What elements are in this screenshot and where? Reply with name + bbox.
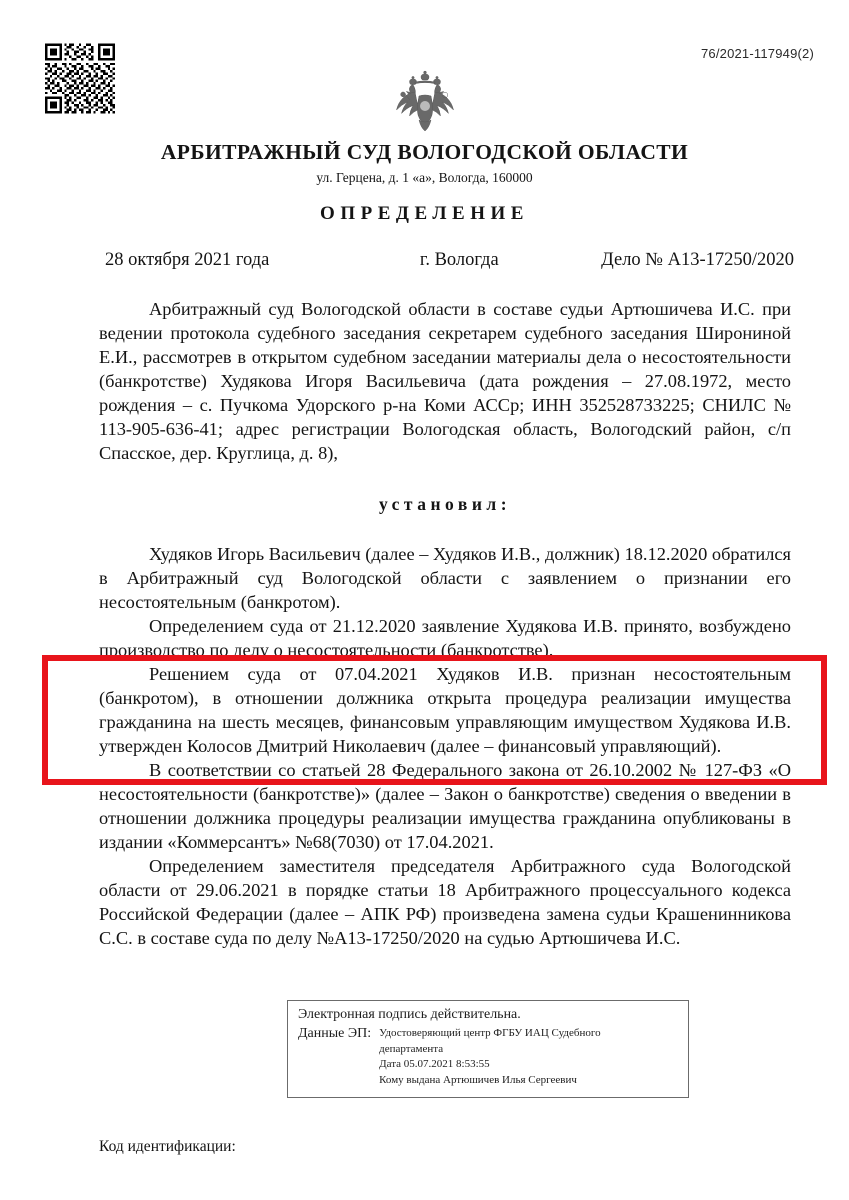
paragraph-application-filed: Худяков Игорь Васильевич (далее – Худяков И.В., должник) 18.12.2020 обратился в Арбитражный суд Вологодской области с заявлением о признании его несостоятельным (банкротом). [99, 543, 791, 612]
paragraph-judge-replacement: Определением заместителя председателя Арбитражного суда Вологодской области от 29.06.2021 в порядке статьи 18 Арбитражного процессуального кодекса Российской Федерации (далее – АПК РФ) произведена замена судьи Крашенинникова С.С. в составе суда по делу №А13-17250/2020 на судью Артюшичева И.С. [99, 856, 791, 949]
document-date: 28 октября 2021 года [105, 250, 270, 270]
identification-code-label: Код идентификации: [99, 1138, 236, 1155]
paragraph-publication: В соответствии со статьей 28 Федерального закона от 26.10.2002 № 127-ФЗ «О несостоятельности (банкротстве)» (далее – Закон о банкротстве) сведения о введении в отношении должника процедуры реализации имущества гражданина опубликованы в издании «Коммерсантъ» №68(7030) от 17.04.2021. [99, 760, 791, 853]
signature-authority-line-2: департамента [379, 1042, 444, 1055]
paragraph-bankruptcy-decision: Решением суда от 07.04.2021 Худяков И.В. признан несостоятельным (банкротом), в отношении должника открыта процедура реализации имущества гражданина на шесть месяцев, финансовым управляющим имуществом Худякова И.В. утвержден Колосов Дмитрий Николаевич (далее – финансовый управляющий). [99, 664, 791, 757]
court-name: АРБИТРАЖНЫЙ СУД ВОЛОГОДСКОЙ ОБЛАСТИ [160, 140, 689, 164]
signature-owner: Кому выдана Артюшичев Илья Сергеевич [379, 1073, 577, 1086]
case-number: Дело № А13-17250/2020 [601, 250, 794, 270]
document-city: г. Вологда [419, 250, 499, 270]
signature-data-label: Данные ЭП: [298, 1026, 372, 1041]
paragraph-case-opened: Определением суда от 21.12.2020 заявление Худякова И.В. принято, возбуждено производство по делу о несостоятельности (банкротстве). [99, 615, 791, 660]
document-body [99, 297, 791, 950]
document-code: 76/2021-117949(2) [700, 46, 814, 61]
document-type-heading: ОПРЕДЕЛЕНИЕ [320, 203, 529, 224]
electronic-signature-stamp [287, 1000, 689, 1098]
paragraph-intro: Арбитражный суд Вологодской области в составе судьи Артюшичева И.С. при ведении протокола судебного заседания секретарем судебного заседания Широниной Е.И., рассмотрев в открытом судебном заседании материалы дела о несостоятельности (банкротстве) Худякова Игоря Васильевича (дата рождения – 27.08.1972, место рождения – с. Пучкома Удорского р-на Коми АССр; ИНН 352528733225; СНИЛС № 113-905-636-41; адрес регистрации Вологодская область, Вологодский район, с/п Спасское, дер. Круглица, д. 8), [99, 299, 791, 464]
signature-valid-text: Электронная подпись действительна. [298, 1007, 521, 1022]
document-meta-row [105, 250, 794, 271]
signature-date: Дата 05.07.2021 8:53:55 [379, 1058, 490, 1071]
russian-coat-of-arms-icon [0, 70, 849, 143]
court-address: ул. Герцена, д. 1 «а», Вологда, 160000 [316, 170, 533, 185]
signature-authority-line-1: Удостоверяющий центр ФГБУ ИАЦ Судебного [379, 1027, 601, 1039]
ustanovil-heading: установил: [378, 494, 512, 515]
